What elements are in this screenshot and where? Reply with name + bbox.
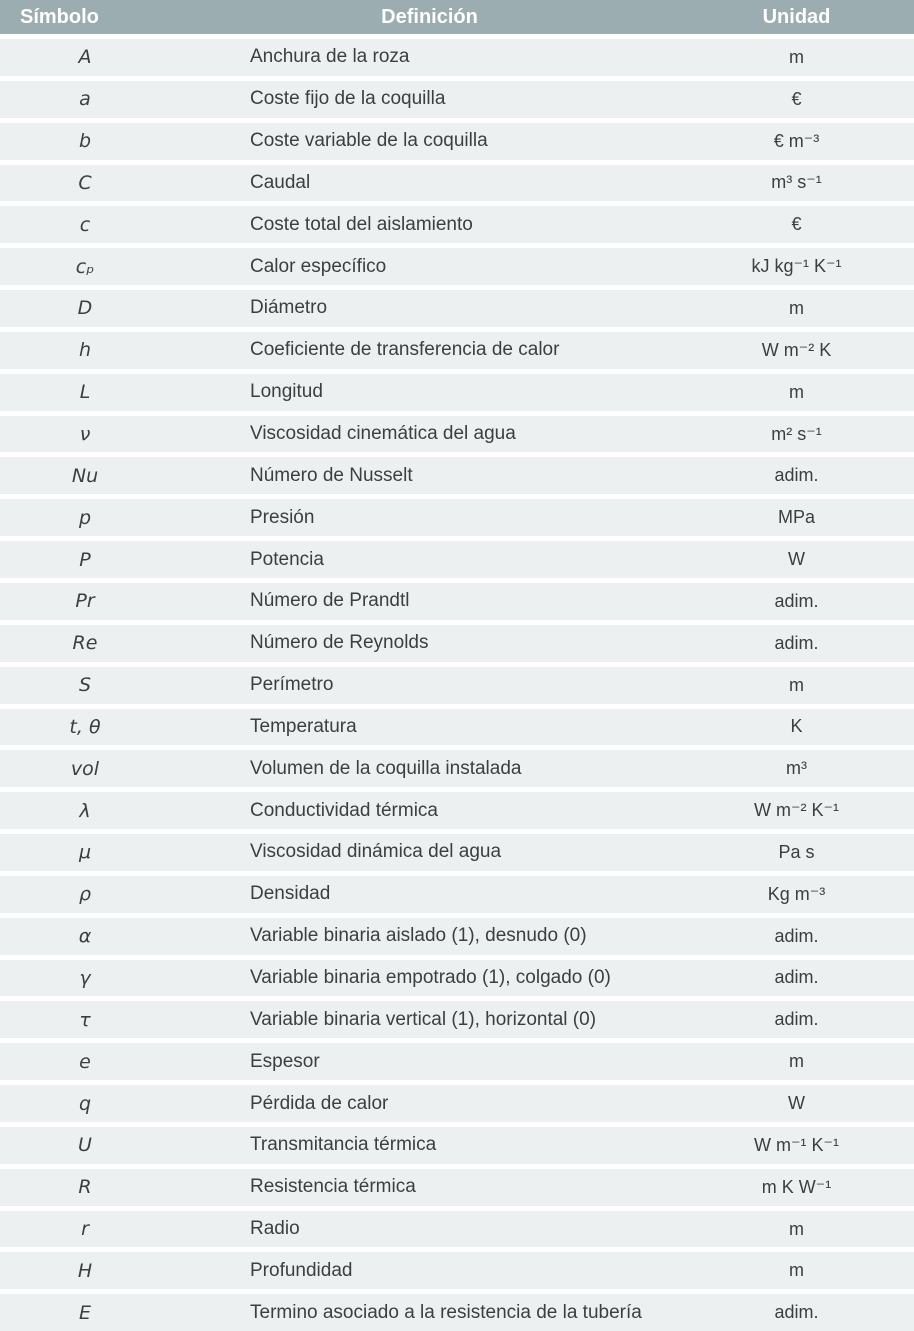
table-row <box>0 876 914 913</box>
definition-cell: Radio <box>250 1218 300 1240</box>
table-row <box>0 39 914 76</box>
symbol-cell: Re <box>72 632 98 655</box>
unit-cell: adim. <box>774 590 819 611</box>
table-row <box>0 81 914 118</box>
definition-cell: Número de Nusselt <box>250 464 413 486</box>
unit-cell: adim. <box>774 925 819 946</box>
definition-cell: Viscosidad dinámica del agua <box>250 841 502 863</box>
unit-cell: m³ s⁻¹ <box>771 172 822 193</box>
header-definition: Definición <box>381 5 478 28</box>
definition-cell: Transmitancia térmica <box>250 1134 437 1156</box>
table-row <box>0 1001 914 1038</box>
table-row <box>0 1211 914 1248</box>
symbol-cell: q <box>78 1092 92 1115</box>
symbol-cell: E <box>78 1301 91 1324</box>
unit-cell: adim. <box>774 967 819 988</box>
symbol-cell: H <box>77 1259 93 1282</box>
definition-cell: Temperatura <box>250 715 357 737</box>
table-row <box>0 1294 914 1331</box>
definition-cell: Perímetro <box>250 674 334 696</box>
definition-cell: Calor específico <box>250 255 387 277</box>
table-row <box>0 834 914 871</box>
unit-cell: m <box>789 1051 804 1072</box>
unit-cell: m <box>789 381 804 402</box>
symbol-cell: b <box>78 130 92 153</box>
definition-cell: Espesor <box>250 1050 320 1072</box>
unit-cell: m³ <box>786 758 807 779</box>
symbol-cell: γ <box>79 966 91 989</box>
unit-cell: € <box>791 214 802 235</box>
symbol-cell: S <box>78 674 92 697</box>
unit-cell: adim. <box>774 632 819 653</box>
unit-cell: adim. <box>774 465 819 486</box>
table-header-row <box>0 0 914 34</box>
table-row <box>0 1043 914 1080</box>
table-row <box>0 1127 914 1164</box>
table-row <box>0 709 914 746</box>
table-row <box>0 248 914 285</box>
symbol-cell: r <box>81 1218 89 1241</box>
definition-cell: Presión <box>250 506 315 528</box>
definition-cell: Diámetro <box>250 297 328 319</box>
symbol-cell: c <box>79 213 91 236</box>
unit-cell: W m⁻² K <box>761 339 832 360</box>
definition-cell: Profundidad <box>250 1259 353 1281</box>
unit-cell: Kg m⁻³ <box>767 883 826 904</box>
definition-cell: Resistencia térmica <box>250 1176 416 1198</box>
symbol-cell: λ <box>79 799 91 822</box>
table-row <box>0 416 914 453</box>
definition-cell: Potencia <box>250 548 324 570</box>
definition-cell: Longitud <box>250 381 323 403</box>
symbol-cell: p <box>78 506 92 529</box>
table-row <box>0 1169 914 1206</box>
symbol-cell: P <box>79 548 91 571</box>
symbol-cell: a <box>79 88 91 111</box>
unit-cell: W <box>788 549 805 570</box>
unit-cell: m <box>789 46 804 67</box>
symbol-cell: ρ <box>78 883 92 906</box>
symbol-cell: U <box>78 1134 92 1157</box>
symbol-cell: τ <box>79 1008 91 1031</box>
table-row <box>0 206 914 243</box>
definition-cell: Termino asociado a la resistencia de la tubería <box>250 1301 642 1323</box>
definition-cell: Número de Prandtl <box>250 590 410 612</box>
table-row <box>0 918 914 955</box>
definition-cell: Variable binaria vertical (1), horizontal (0) <box>250 1008 597 1030</box>
unit-cell: W m⁻² K⁻¹ <box>754 800 839 821</box>
definition-cell: Pérdida de calor <box>250 1092 389 1114</box>
unit-cell: m K W⁻¹ <box>761 1176 832 1197</box>
header-symbol: Símbolo <box>20 5 99 28</box>
table-row <box>0 750 914 787</box>
symbol-cell: C <box>78 171 92 194</box>
table-row <box>0 374 914 411</box>
unit-cell: € m⁻³ <box>773 130 820 151</box>
table-row <box>0 332 914 369</box>
unit-cell: m <box>789 674 804 695</box>
symbol-cell: A <box>78 46 92 69</box>
symbol-cell: h <box>78 339 92 362</box>
table-row <box>0 1085 914 1122</box>
definition-cell: Variable binaria aislado (1), desnudo (0) <box>250 925 587 947</box>
table-row <box>0 960 914 997</box>
unit-cell: adim. <box>774 1302 819 1323</box>
symbol-cell: e <box>79 1050 91 1073</box>
table-row <box>0 457 914 494</box>
unit-cell: W m⁻¹ K⁻¹ <box>754 1134 839 1155</box>
definition-cell: Coeficiente de transferencia de calor <box>250 339 560 361</box>
symbol-cell: μ <box>78 841 92 864</box>
table-row <box>0 667 914 704</box>
unit-cell: K <box>790 716 803 737</box>
table-row <box>0 1252 914 1289</box>
definition-cell: Densidad <box>250 883 331 905</box>
table-row <box>0 123 914 160</box>
unit-cell: m <box>789 297 804 318</box>
definition-cell: Número de Reynolds <box>250 632 429 654</box>
definition-cell: Coste total del aislamiento <box>250 213 473 235</box>
symbol-cell: t, θ <box>69 715 101 738</box>
symbol-cell: α <box>78 925 92 948</box>
table-row <box>0 625 914 662</box>
table-row <box>0 792 914 829</box>
definition-cell: Coste fijo de la coquilla <box>250 88 446 110</box>
definition-cell: Anchura de la roza <box>250 46 410 68</box>
unit-cell: MPa <box>777 507 815 528</box>
table-row <box>0 290 914 327</box>
header-unit: Unidad <box>762 5 831 28</box>
unit-cell: m <box>789 1260 804 1281</box>
unit-cell: Pa s <box>778 841 815 862</box>
unit-cell: € <box>791 88 802 109</box>
unit-cell: m <box>789 1218 804 1239</box>
symbol-cell: L <box>79 381 91 404</box>
symbol-cell: vol <box>70 757 100 780</box>
table-row <box>0 541 914 578</box>
symbol-cell: ν <box>79 423 91 446</box>
definition-cell: Caudal <box>250 171 311 193</box>
definition-cell: Viscosidad cinemática del agua <box>250 423 516 445</box>
table-row <box>0 583 914 620</box>
definition-cell: Variable binaria empotrado (1), colgado (0) <box>250 966 611 988</box>
unit-cell: kJ kg⁻¹ K⁻¹ <box>751 256 842 277</box>
table-row <box>0 499 914 536</box>
symbol-cell: R <box>78 1176 92 1199</box>
unit-cell: W <box>788 1093 805 1114</box>
unit-cell: adim. <box>774 1009 819 1030</box>
symbol-cell: Pr <box>75 590 95 613</box>
symbol-cell: D <box>77 297 93 320</box>
symbol-cell: cₚ <box>75 255 95 278</box>
definition-cell: Volumen de la coquilla instalada <box>250 757 522 779</box>
unit-cell: m² s⁻¹ <box>771 423 822 444</box>
definition-cell: Conductividad térmica <box>250 799 438 821</box>
table-row <box>0 165 914 202</box>
definition-cell: Coste variable de la coquilla <box>250 130 488 152</box>
symbol-cell: Nu <box>71 464 99 487</box>
